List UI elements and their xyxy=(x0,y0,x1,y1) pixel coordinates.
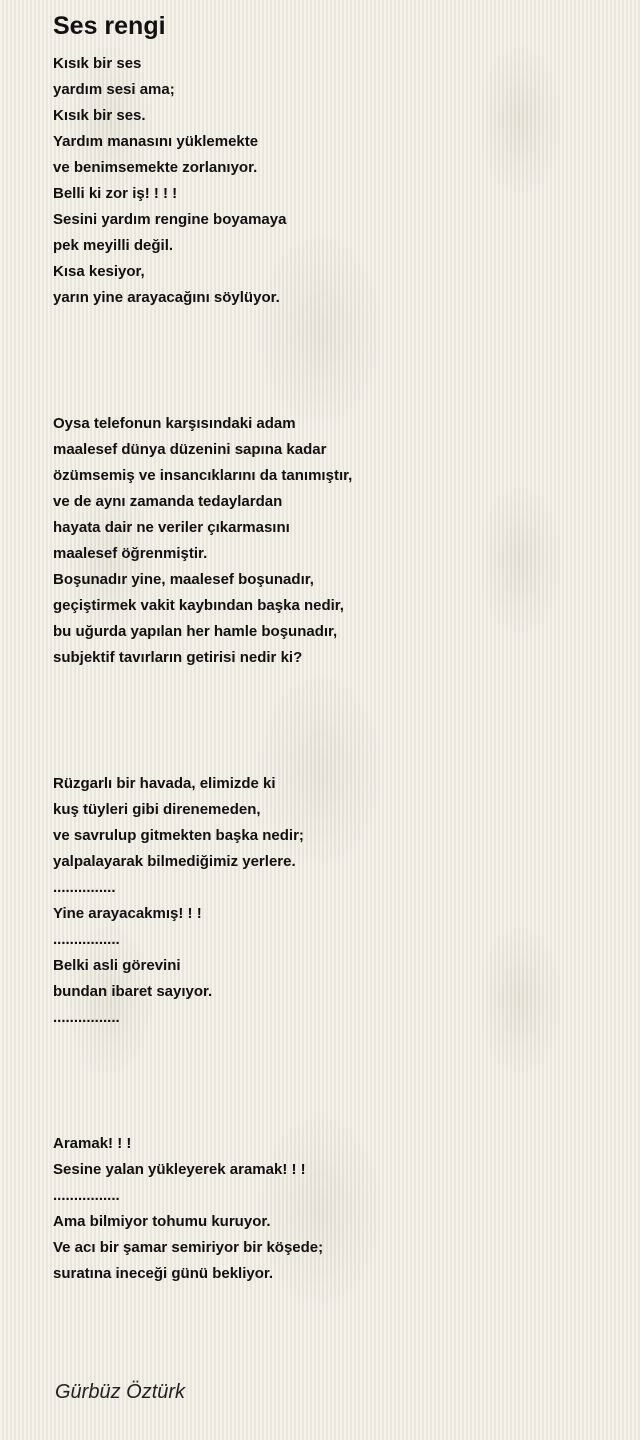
poem-line: suratına ineceği günü bekliyor. xyxy=(53,1265,274,1282)
poem-line: ve de aynı zamanda tedaylardan xyxy=(53,493,283,510)
stanza-2 xyxy=(53,411,352,671)
poem-line: Belki asli görevini xyxy=(53,957,181,974)
poem-line: kuş tüyleri gibi direnemeden, xyxy=(53,801,261,818)
poem-line: ................ xyxy=(53,1009,120,1026)
poem-line: yalpalayarak bilmediğimiz yerlere. xyxy=(53,853,296,870)
poem-line: Belli ki zor iş! ! ! ! xyxy=(53,185,178,202)
poem-line: ve benimsemekte zorlanıyor. xyxy=(53,159,258,176)
poem-line: özümsemiş ve insancıklarını da tanımıştır, xyxy=(53,467,353,484)
poem-line: Kısa kesiyor, xyxy=(53,263,145,280)
stanza-3 xyxy=(53,771,304,1031)
stanza-1 xyxy=(53,51,286,311)
poem-line: bundan ibaret sayıyor. xyxy=(53,983,213,1000)
poem-line: maalesef öğrenmiştir. xyxy=(53,545,208,562)
poem-line: Oysa telefonun karşısındaki adam xyxy=(53,415,296,432)
poem-line: yarın yine arayacağını söylüyor. xyxy=(53,289,280,306)
poem-line: ve savrulup gitmekten başka nedir; xyxy=(53,827,304,844)
poem-line: Sesini yardım rengine boyamaya xyxy=(53,211,287,228)
poem-line: Boşunadır yine, maalesef boşunadır, xyxy=(53,571,314,588)
poem-line: hayata dair ne veriler çıkarmasını xyxy=(53,519,290,536)
poem-line: Rüzgarlı bir havada, elimizde ki xyxy=(53,775,276,792)
poem-line: Ve acı bir şamar semiriyor bir köşede; xyxy=(53,1239,324,1256)
poem-line: ................ xyxy=(53,931,120,948)
poem-line: yardım sesi ama; xyxy=(53,81,175,98)
poem-line: Kısık bir ses. xyxy=(53,107,146,124)
author-name: Gürbüz Öztürk xyxy=(55,1381,186,1403)
poem-line: bu uğurda yapılan her hamle boşunadır, xyxy=(53,623,338,640)
poem-line: maalesef dünya düzenini sapına kadar xyxy=(53,441,327,458)
poem-title: Ses rengi xyxy=(53,12,166,40)
stanza-4 xyxy=(53,1131,323,1287)
poem-line: subjektif tavırların getirisi nedir ki? xyxy=(53,649,303,666)
poem-line: Ama bilmiyor tohumu kuruyor. xyxy=(53,1213,271,1230)
poem-line: Yine arayacakmış! ! ! xyxy=(53,905,202,922)
poem-line: Yardım manasını yüklemekte xyxy=(53,133,259,150)
poem-line: geçiştirmek vakit kaybından başka nedir, xyxy=(53,597,344,614)
poem-line: Sesine yalan yükleyerek aramak! ! ! xyxy=(53,1161,306,1178)
poem-line: ............... xyxy=(53,879,116,896)
poem-line: Aramak! ! ! xyxy=(53,1135,132,1152)
poem-line: Kısık bir ses xyxy=(53,55,142,72)
poem-line: ................ xyxy=(53,1187,120,1204)
poem-line: pek meyilli değil. xyxy=(53,237,174,254)
